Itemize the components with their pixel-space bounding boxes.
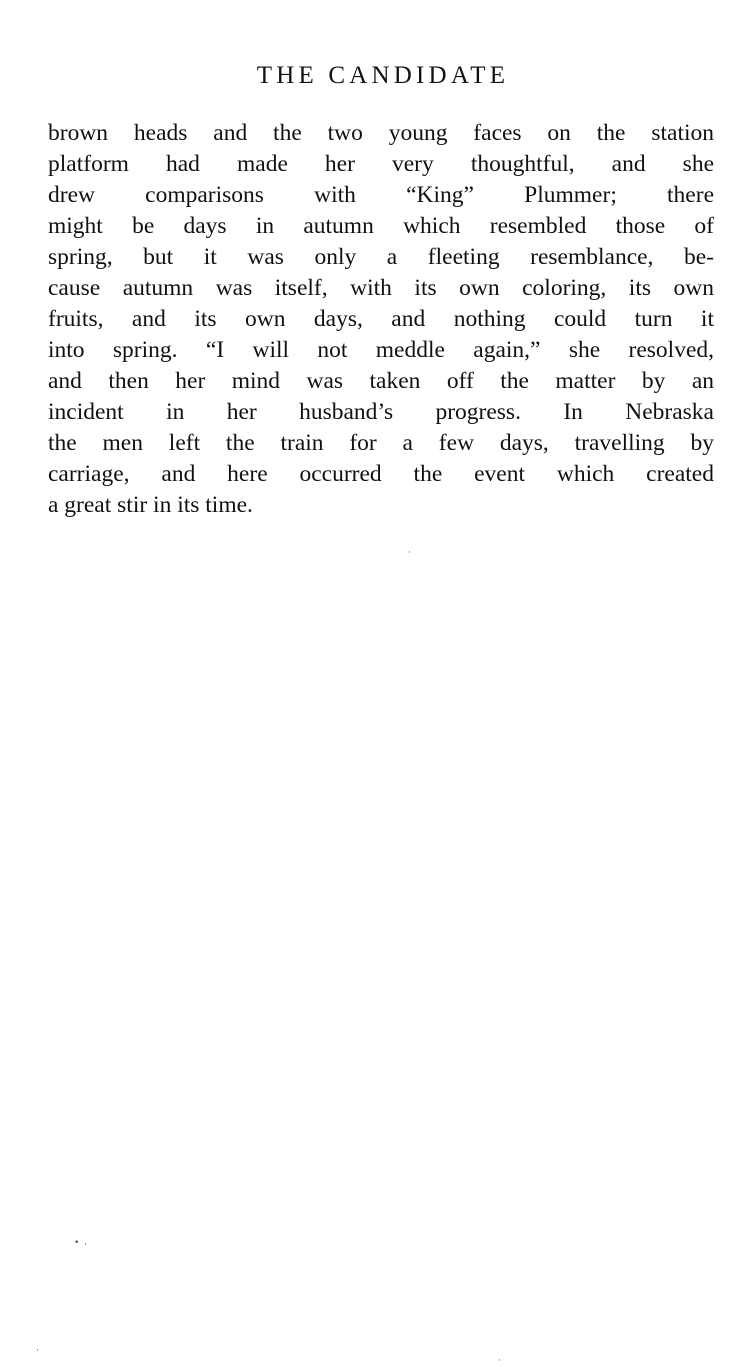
text-line: might be days in autumn which resembled those of: [48, 213, 714, 239]
text-line: spring, but it was only a fleeting resemblance, be-: [48, 244, 714, 270]
text-line: incident in her husband’s progress. In Nebraska: [48, 399, 714, 425]
text-line: a great stir in its time.: [48, 492, 253, 518]
scan-speck-icon: ·: [36, 1346, 39, 1356]
text-line: platform had made her very thoughtful, and she: [48, 151, 714, 177]
text-line: the men left the train for a few days, travelling by: [48, 430, 714, 456]
scan-speck-icon: •: [74, 1238, 80, 1248]
text-line: into spring. “I will not meddle again,” she resolved,: [48, 337, 714, 363]
body-paragraph: [48, 118, 714, 521]
text-line: drew comparisons with “King” Plummer; there: [48, 182, 714, 208]
text-line: cause autumn was itself, with its own coloring, its own: [48, 275, 714, 301]
text-line: fruits, and its own days, and nothing could turn it: [48, 306, 714, 332]
text-line: carriage, and here occurred the event which created: [48, 461, 714, 487]
running-title: THE CANDIDATE: [256, 62, 510, 89]
scan-speck-icon: ·: [84, 1240, 87, 1250]
scan-speck-icon: ·: [498, 1356, 501, 1366]
text-line: and then her mind was taken off the matter by an: [48, 368, 714, 394]
scan-speck-icon: ·: [408, 548, 411, 558]
text-line: brown heads and the two young faces on the station: [48, 120, 714, 146]
